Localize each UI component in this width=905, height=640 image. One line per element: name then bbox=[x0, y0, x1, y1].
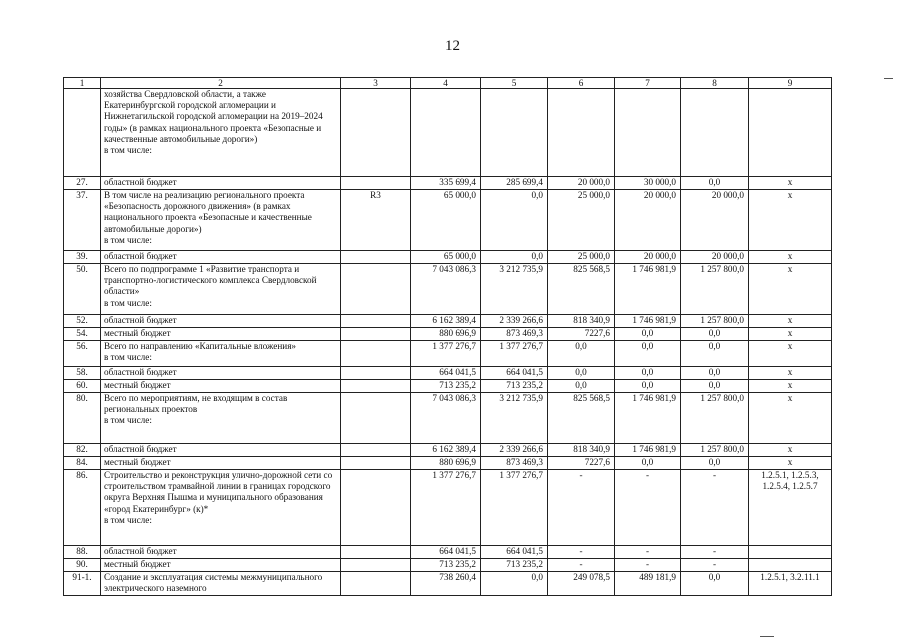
year-2020-cell: 20 000,0 bbox=[548, 177, 615, 190]
description-cell: В том числе на реализацию регионального проекта «Безопасность дорожного движения» (в рамках национального проекта «Безопасные и качественные автомобильные дороги») в том числе: bbox=[101, 190, 341, 251]
target-ref-cell: х bbox=[749, 251, 832, 264]
table-row bbox=[64, 341, 832, 367]
table-row bbox=[64, 444, 832, 457]
target-ref-cell: х bbox=[749, 190, 832, 251]
total-cell: 6 162 389,4 bbox=[411, 315, 481, 328]
code-cell bbox=[341, 546, 411, 559]
code-cell bbox=[341, 177, 411, 190]
table-row bbox=[64, 89, 832, 177]
year-2020-cell: 818 340,9 bbox=[548, 444, 615, 457]
year-2020-cell bbox=[548, 89, 615, 177]
code-cell bbox=[341, 89, 411, 177]
target-ref-cell: х bbox=[749, 315, 832, 328]
row-number-cell: 90. bbox=[64, 559, 101, 572]
year-2020-cell: - bbox=[548, 470, 615, 546]
year-2020-cell: 825 568,5 bbox=[548, 264, 615, 315]
year-2021-cell bbox=[615, 89, 681, 177]
year-2021-cell: 0,0 bbox=[615, 328, 681, 341]
year-2021-cell: 0,0 bbox=[615, 457, 681, 470]
description-cell: областной бюджет bbox=[101, 444, 341, 457]
header-row bbox=[64, 78, 832, 89]
code-cell bbox=[341, 559, 411, 572]
year-2019-cell: 1 377 276,7 bbox=[481, 341, 548, 367]
year-2019-cell: 0,0 bbox=[481, 251, 548, 264]
year-2019-cell: 2 339 266,6 bbox=[481, 444, 548, 457]
year-2019-cell: 0,0 bbox=[481, 190, 548, 251]
row-number-cell: 60. bbox=[64, 380, 101, 393]
description-cell: областной бюджет bbox=[101, 315, 341, 328]
total-cell: 1 377 276,7 bbox=[411, 470, 481, 546]
row-number-cell: 50. bbox=[64, 264, 101, 315]
table-row bbox=[64, 177, 832, 190]
total-cell: 65 000,0 bbox=[411, 190, 481, 251]
year-2020-cell: 818 340,9 bbox=[548, 315, 615, 328]
year-2020-cell: - bbox=[548, 559, 615, 572]
table-row bbox=[64, 393, 832, 444]
year-2020-cell: 7227,6 bbox=[548, 457, 615, 470]
table-row bbox=[64, 559, 832, 572]
row-number-cell: 84. bbox=[64, 457, 101, 470]
year-2021-cell: - bbox=[615, 559, 681, 572]
year-2021-cell: 0,0 bbox=[615, 341, 681, 367]
year-2020-cell: 7227,6 bbox=[548, 328, 615, 341]
target-ref-cell bbox=[749, 559, 832, 572]
year-2022-cell bbox=[681, 89, 749, 177]
target-ref-cell: х bbox=[749, 444, 832, 457]
target-ref-cell: х bbox=[749, 380, 832, 393]
total-cell: 713 235,2 bbox=[411, 380, 481, 393]
year-2021-cell: 489 181,9 bbox=[615, 572, 681, 596]
total-cell: 7 043 086,3 bbox=[411, 264, 481, 315]
year-2019-cell: 664 041,5 bbox=[481, 367, 548, 380]
year-2019-cell: 3 212 735,9 bbox=[481, 393, 548, 444]
table-row bbox=[64, 264, 832, 315]
year-2022-cell: - bbox=[681, 470, 749, 546]
total-cell: 664 041,5 bbox=[411, 546, 481, 559]
year-2020-cell: 825 568,5 bbox=[548, 393, 615, 444]
header-cell: 3 bbox=[341, 78, 411, 89]
total-cell: 65 000,0 bbox=[411, 251, 481, 264]
year-2022-cell: 1 257 800,0 bbox=[681, 264, 749, 315]
year-2021-cell: 30 000,0 bbox=[615, 177, 681, 190]
row-number-cell: 91-1. bbox=[64, 572, 101, 596]
row-number-cell: 52. bbox=[64, 315, 101, 328]
budget-table bbox=[63, 77, 832, 596]
table-row bbox=[64, 367, 832, 380]
target-ref-cell: х bbox=[749, 393, 832, 444]
row-number-cell: 56. bbox=[64, 341, 101, 367]
year-2022-cell: - bbox=[681, 559, 749, 572]
header-cell: 1 bbox=[64, 78, 101, 89]
row-number-cell: 86. bbox=[64, 470, 101, 546]
description-cell: хозяйства Свердловской области, а также Екатеринбургской городской агломерации и Нижнетагильской городской агломерации на 2019–2024 годы» (в рамках национального проекта «Безопасные и качественные автомобильные дороги») в том числе: bbox=[101, 89, 341, 177]
year-2019-cell: 3 212 735,9 bbox=[481, 264, 548, 315]
year-2019-cell: 713 235,2 bbox=[481, 380, 548, 393]
description-cell: местный бюджет bbox=[101, 328, 341, 341]
total-cell bbox=[411, 89, 481, 177]
total-cell: 880 696,9 bbox=[411, 328, 481, 341]
year-2019-cell: 873 469,3 bbox=[481, 328, 548, 341]
year-2021-cell: 1 746 981,9 bbox=[615, 315, 681, 328]
target-ref-cell: х bbox=[749, 328, 832, 341]
year-2022-cell: 0,0 bbox=[681, 380, 749, 393]
total-cell: 7 043 086,3 bbox=[411, 393, 481, 444]
year-2019-cell: 664 041,5 bbox=[481, 546, 548, 559]
row-number-cell: 39. bbox=[64, 251, 101, 264]
year-2021-cell: 1 746 981,9 bbox=[615, 393, 681, 444]
scan-artifact bbox=[884, 78, 893, 79]
header-cell: 5 bbox=[481, 78, 548, 89]
code-cell bbox=[341, 341, 411, 367]
header-cell: 6 bbox=[548, 78, 615, 89]
total-cell: 738 260,4 bbox=[411, 572, 481, 596]
year-2021-cell: - bbox=[615, 546, 681, 559]
year-2020-cell: 25 000,0 bbox=[548, 251, 615, 264]
table-row bbox=[64, 457, 832, 470]
year-2020-cell: 25 000,0 bbox=[548, 190, 615, 251]
target-ref-cell: 1.2.5.1, 3.2.11.1 bbox=[749, 572, 832, 596]
header-cell: 4 bbox=[411, 78, 481, 89]
row-number-cell: 88. bbox=[64, 546, 101, 559]
description-cell: местный бюджет bbox=[101, 380, 341, 393]
row-number-cell: 27. bbox=[64, 177, 101, 190]
description-cell: местный бюджет bbox=[101, 559, 341, 572]
table-row bbox=[64, 251, 832, 264]
page-number: 12 bbox=[445, 38, 460, 54]
row-number-cell: 82. bbox=[64, 444, 101, 457]
target-ref-cell: 1.2.5.1, 1.2.5.3, 1.2.5.4, 1.2.5.7 bbox=[749, 470, 832, 546]
year-2019-cell: 0,0 bbox=[481, 572, 548, 596]
code-cell bbox=[341, 315, 411, 328]
year-2020-cell: 0,0 bbox=[548, 367, 615, 380]
total-cell: 1 377 276,7 bbox=[411, 341, 481, 367]
year-2020-cell: 0,0 bbox=[548, 380, 615, 393]
description-cell: Всего по подпрограмме 1 «Развитие транспорта и транспортно-логистического комплекса Свердловской области» в том числе: bbox=[101, 264, 341, 315]
code-cell bbox=[341, 444, 411, 457]
year-2022-cell: 1 257 800,0 bbox=[681, 444, 749, 457]
row-number-cell bbox=[64, 89, 101, 177]
year-2022-cell: 0,0 bbox=[681, 341, 749, 367]
row-number-cell: 37. bbox=[64, 190, 101, 251]
table-body bbox=[64, 89, 832, 596]
year-2020-cell: - bbox=[548, 546, 615, 559]
code-cell bbox=[341, 380, 411, 393]
target-ref-cell: х bbox=[749, 177, 832, 190]
year-2021-cell: 0,0 bbox=[615, 367, 681, 380]
description-cell: Строительство и реконструкция улично-дорожной сети со строительством трамвайной линии в границах городского округа Верхняя Пышма и муниципального образования «город Екатеринбург» (к)* в том числе: bbox=[101, 470, 341, 546]
description-cell: Всего по мероприятиям, не входящим в состав региональных проектов в том числе: bbox=[101, 393, 341, 444]
year-2019-cell: 713 235,2 bbox=[481, 559, 548, 572]
header-cell: 9 bbox=[749, 78, 832, 89]
target-ref-cell bbox=[749, 546, 832, 559]
total-cell: 6 162 389,4 bbox=[411, 444, 481, 457]
year-2022-cell: 0,0 bbox=[681, 328, 749, 341]
code-cell bbox=[341, 572, 411, 596]
total-cell: 335 699,4 bbox=[411, 177, 481, 190]
code-cell bbox=[341, 251, 411, 264]
year-2019-cell: 1 377 276,7 bbox=[481, 470, 548, 546]
year-2021-cell: - bbox=[615, 470, 681, 546]
year-2019-cell bbox=[481, 89, 548, 177]
table-row bbox=[64, 546, 832, 559]
total-cell: 880 696,9 bbox=[411, 457, 481, 470]
description-cell: областной бюджет bbox=[101, 177, 341, 190]
table-row bbox=[64, 190, 832, 251]
code-cell bbox=[341, 367, 411, 380]
code-cell bbox=[341, 393, 411, 444]
header-cell: 8 bbox=[681, 78, 749, 89]
year-2021-cell: 20 000,0 bbox=[615, 251, 681, 264]
table-row bbox=[64, 328, 832, 341]
row-number-cell: 58. bbox=[64, 367, 101, 380]
year-2019-cell: 285 699,4 bbox=[481, 177, 548, 190]
year-2022-cell: 1 257 800,0 bbox=[681, 393, 749, 444]
year-2020-cell: 249 078,5 bbox=[548, 572, 615, 596]
description-cell: областной бюджет bbox=[101, 546, 341, 559]
description-cell: Всего по направлению «Капитальные вложения» в том числе: bbox=[101, 341, 341, 367]
year-2020-cell: 0,0 bbox=[548, 341, 615, 367]
header-cell: 7 bbox=[615, 78, 681, 89]
year-2021-cell: 0,0 bbox=[615, 380, 681, 393]
year-2019-cell: 873 469,3 bbox=[481, 457, 548, 470]
code-cell bbox=[341, 328, 411, 341]
total-cell: 664 041,5 bbox=[411, 367, 481, 380]
year-2022-cell: 0,0 bbox=[681, 457, 749, 470]
year-2022-cell: - bbox=[681, 546, 749, 559]
description-cell: областной бюджет bbox=[101, 251, 341, 264]
description-cell: Создание и эксплуатация системы межмуниципального электрического наземного bbox=[101, 572, 341, 596]
code-cell bbox=[341, 264, 411, 315]
table-row bbox=[64, 315, 832, 328]
description-cell: областной бюджет bbox=[101, 367, 341, 380]
year-2022-cell: 20 000,0 bbox=[681, 251, 749, 264]
row-number-cell: 54. bbox=[64, 328, 101, 341]
target-ref-cell: х bbox=[749, 264, 832, 315]
table-row bbox=[64, 470, 832, 546]
code-cell: R3 bbox=[341, 190, 411, 251]
year-2022-cell: 0,0 bbox=[681, 367, 749, 380]
scan-artifact bbox=[760, 636, 774, 637]
target-ref-cell: х bbox=[749, 341, 832, 367]
year-2022-cell: 1 257 800,0 bbox=[681, 315, 749, 328]
year-2021-cell: 1 746 981,9 bbox=[615, 444, 681, 457]
target-ref-cell bbox=[749, 89, 832, 177]
year-2021-cell: 1 746 981,9 bbox=[615, 264, 681, 315]
description-cell: местный бюджет bbox=[101, 457, 341, 470]
row-number-cell: 80. bbox=[64, 393, 101, 444]
table-row bbox=[64, 572, 832, 596]
year-2019-cell: 2 339 266,6 bbox=[481, 315, 548, 328]
code-cell bbox=[341, 457, 411, 470]
target-ref-cell: х bbox=[749, 367, 832, 380]
target-ref-cell: х bbox=[749, 457, 832, 470]
year-2022-cell: 0,0 bbox=[681, 572, 749, 596]
code-cell bbox=[341, 470, 411, 546]
total-cell: 713 235,2 bbox=[411, 559, 481, 572]
year-2021-cell: 20 000,0 bbox=[615, 190, 681, 251]
header-cell: 2 bbox=[101, 78, 341, 89]
year-2022-cell: 0,0 bbox=[681, 177, 749, 190]
year-2022-cell: 20 000,0 bbox=[681, 190, 749, 251]
table-row bbox=[64, 380, 832, 393]
